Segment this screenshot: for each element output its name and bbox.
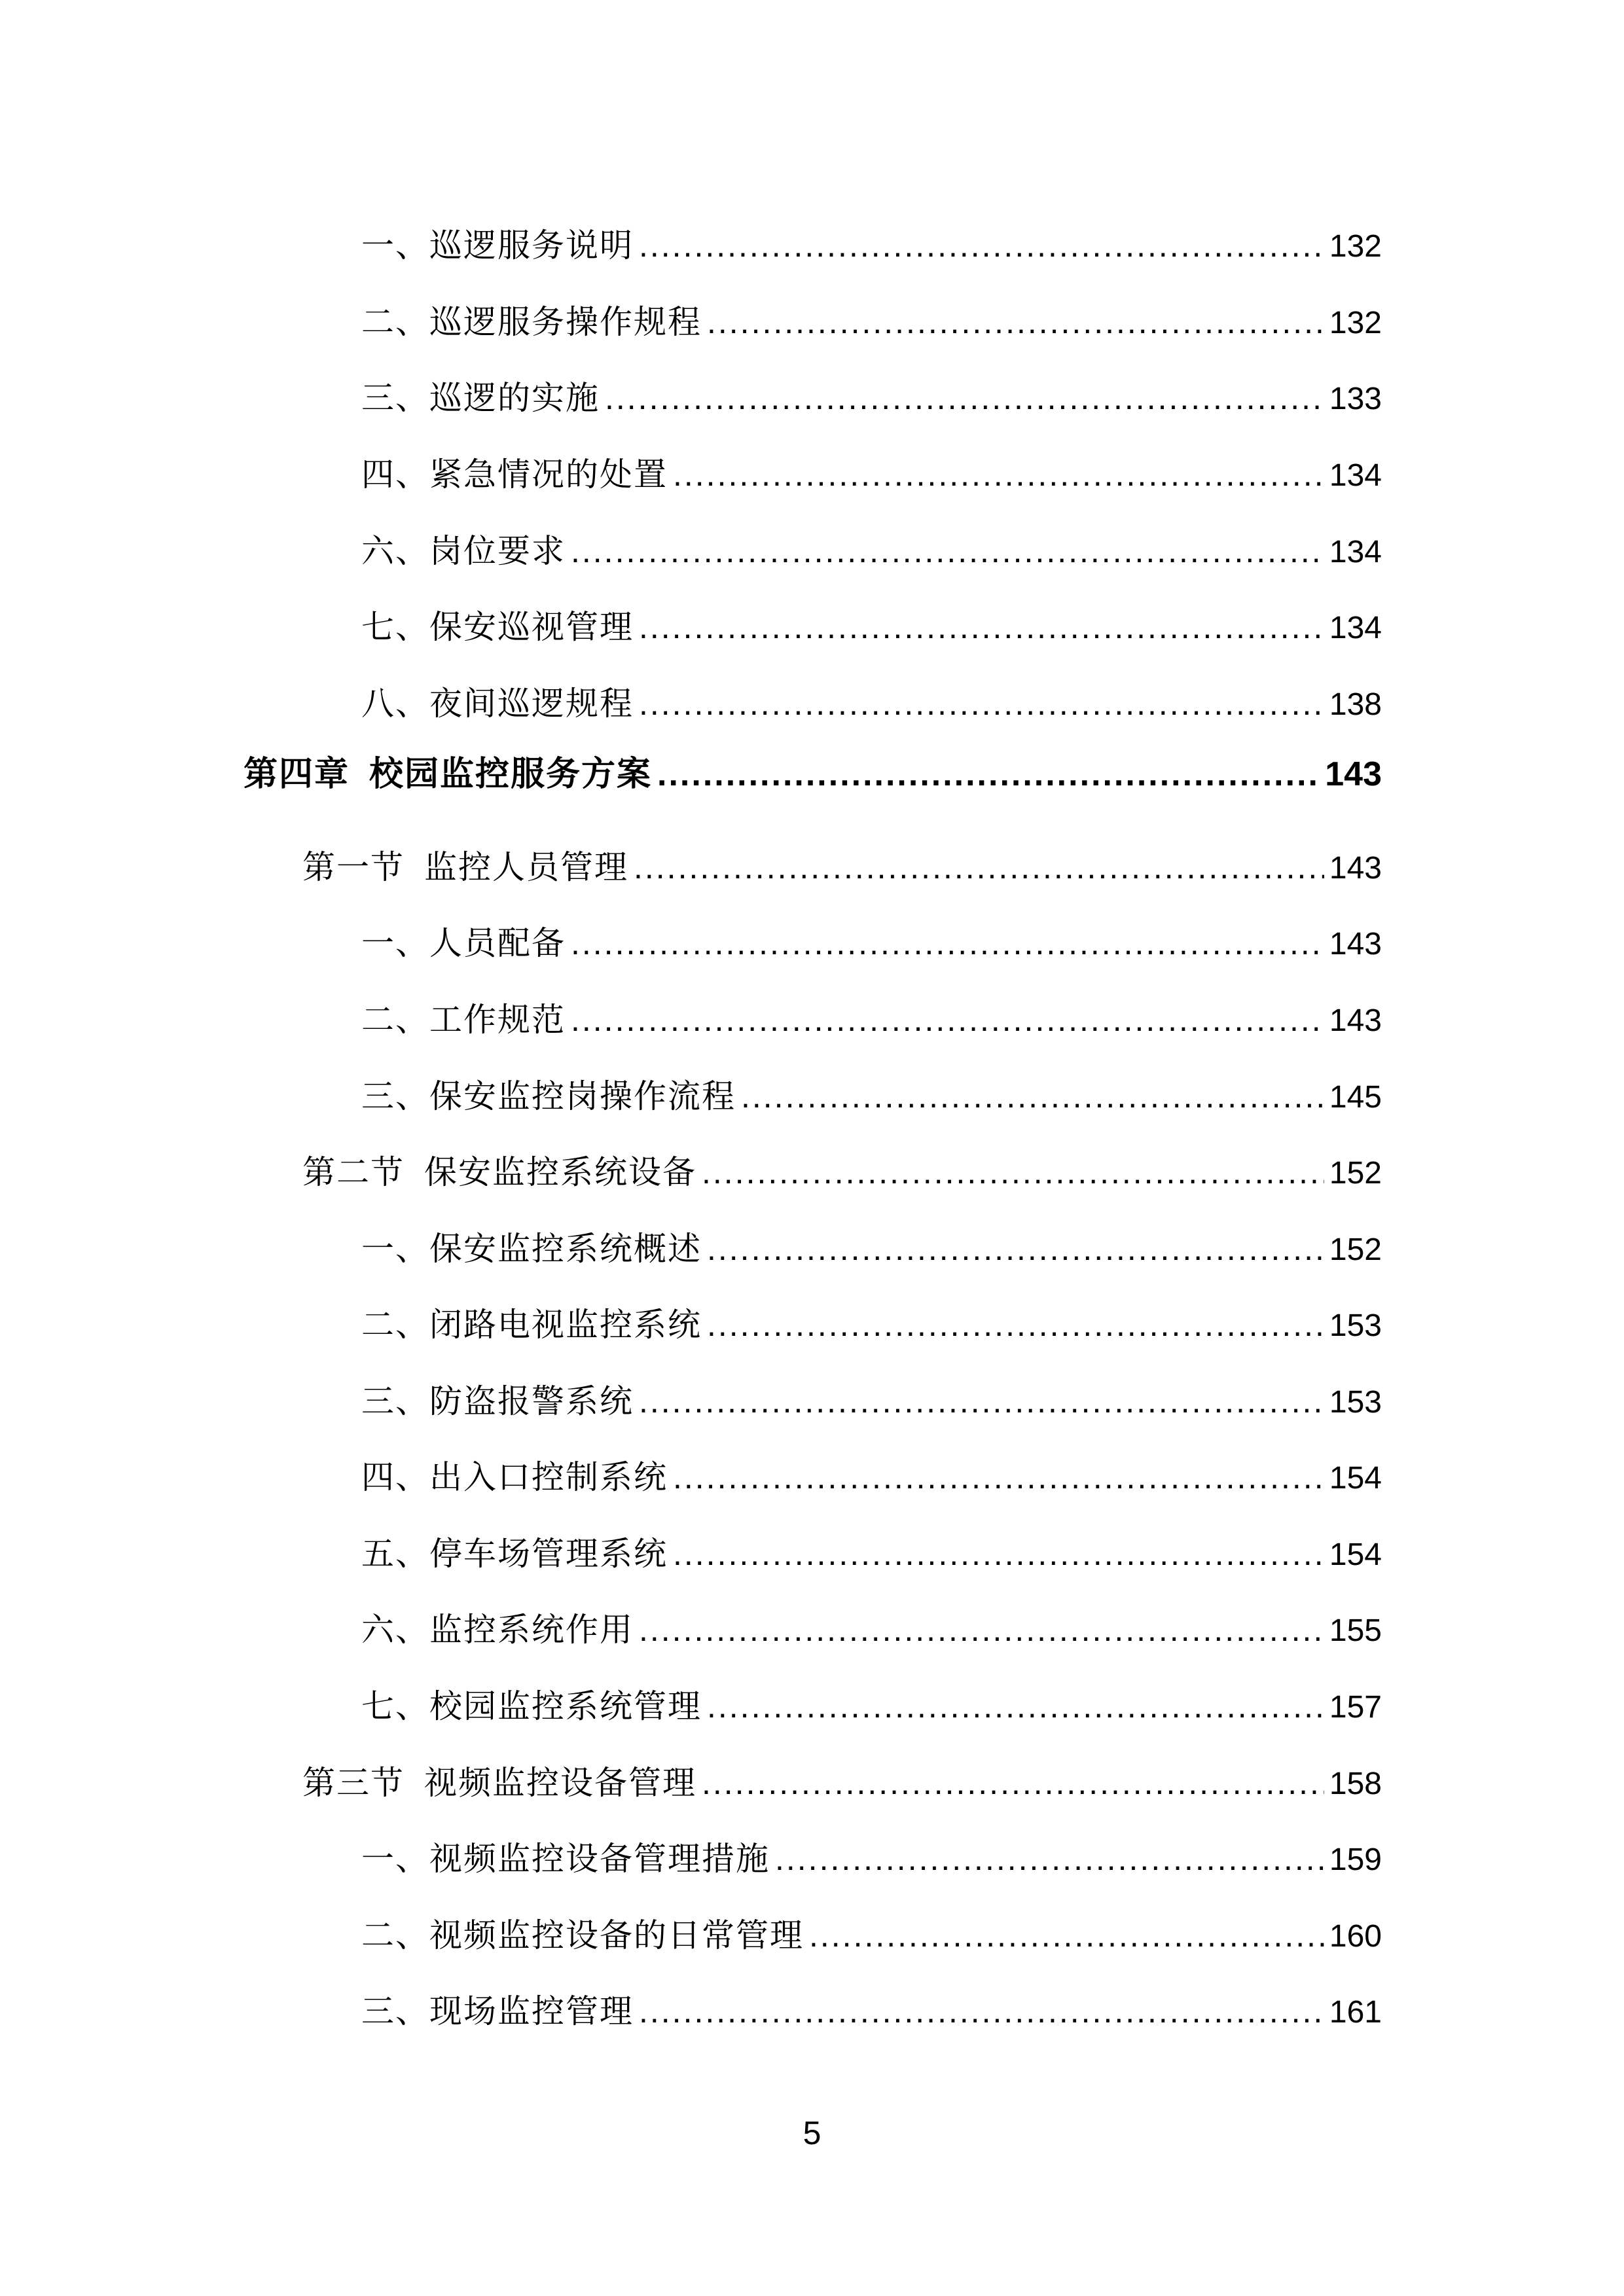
toc-leader	[605, 375, 1324, 421]
toc-entry-page: 143	[1325, 755, 1382, 793]
page-number: 5	[803, 2115, 821, 2151]
toc-entry-title: 一、保安监控系统概述	[361, 1230, 702, 1268]
toc-entry[interactable]	[361, 997, 1382, 1043]
toc-section-label: 第一节	[302, 848, 405, 886]
toc-entry-title: 三、保安监控岗操作流程	[361, 1077, 736, 1115]
toc-entry-page: 143	[1329, 1003, 1382, 1038]
toc-entry-page: 134	[1329, 458, 1382, 493]
toc-entry-page: 154	[1329, 1461, 1382, 1496]
toc-entry[interactable]	[361, 1912, 1382, 1958]
toc-entry-page: 133	[1329, 382, 1382, 416]
toc-chapter-subtitle: 校园监控服务方案	[369, 754, 653, 794]
toc-entry-page: 157	[1329, 1690, 1382, 1725]
toc-entry[interactable]	[361, 299, 1382, 345]
toc-leader	[702, 1149, 1324, 1195]
toc-entry-title: 四、出入口控制系统	[361, 1458, 668, 1496]
toc-leader	[639, 223, 1324, 268]
toc-entry-title: 三、现场监控管理	[361, 1992, 634, 2030]
toc-entry-title: 二、视频监控设备的日常管理	[361, 1916, 804, 1954]
toc-leader	[639, 681, 1324, 726]
toc-entry-page: 134	[1329, 535, 1382, 569]
toc-entry-page: 145	[1329, 1080, 1382, 1115]
toc-section-entry[interactable]	[302, 1149, 1382, 1195]
toc-entry-title: 八、夜间巡逻规程	[361, 685, 634, 723]
toc-leader	[571, 528, 1324, 574]
toc-entry[interactable]	[361, 452, 1382, 497]
toc-entry-title	[302, 1149, 696, 1195]
toc-entry-title: 一、人员配备	[361, 924, 566, 962]
toc-leader	[775, 1836, 1324, 1882]
toc-entry-title: 二、闭路电视监控系统	[361, 1306, 702, 1344]
toc-leader	[571, 997, 1324, 1043]
toc-entry-title: 五、停车场管理系统	[361, 1535, 668, 1573]
toc-leader	[639, 604, 1324, 650]
toc-entry[interactable]	[361, 1607, 1382, 1653]
toc-entry[interactable]	[361, 920, 1382, 966]
toc-entry-page: 132	[1329, 306, 1382, 340]
toc-leader	[639, 1988, 1324, 2034]
toc-entry[interactable]	[361, 1454, 1382, 1500]
toc-entry-title	[302, 1760, 696, 1806]
toc-entry[interactable]	[361, 1302, 1382, 1348]
toc-leader	[657, 751, 1320, 797]
toc-chapter-label: 第四章	[244, 754, 350, 794]
toc-leader	[634, 844, 1324, 890]
toc-entry-page: 153	[1329, 1385, 1382, 1420]
toc-entry-page: 134	[1329, 611, 1382, 645]
toc-leader	[639, 1607, 1324, 1653]
toc-section-label: 第三节	[302, 1764, 405, 1802]
toc-entry[interactable]	[361, 1988, 1382, 2034]
toc-entry-title: 二、巡逻服务操作规程	[361, 303, 702, 341]
toc-entry-title	[244, 751, 652, 797]
toc-entry-title: 一、巡逻服务说明	[361, 226, 634, 264]
toc-entry[interactable]	[361, 528, 1382, 574]
toc-entry-page: 160	[1329, 1919, 1382, 1954]
toc-entry-page: 152	[1329, 1232, 1382, 1267]
toc-entry-title: 七、保安巡视管理	[361, 608, 634, 646]
toc-leader	[809, 1912, 1324, 1958]
toc-leader	[707, 299, 1324, 345]
toc-entry-page: 158	[1329, 1767, 1382, 1801]
toc-entry[interactable]	[361, 1683, 1382, 1729]
toc-leader	[702, 1760, 1324, 1806]
toc-entry-page: 143	[1329, 851, 1382, 886]
toc-entry-title: 七、校园监控系统管理	[361, 1687, 702, 1725]
toc-section-subtitle: 视频监控设备管理	[424, 1764, 696, 1802]
toc-section-entry[interactable]	[302, 844, 1382, 890]
toc-entry[interactable]	[361, 375, 1382, 421]
toc-leader	[741, 1073, 1324, 1119]
toc-entry-title	[302, 844, 628, 890]
toc-leader	[673, 1454, 1324, 1500]
toc-entry[interactable]	[361, 223, 1382, 268]
toc-entry[interactable]	[361, 681, 1382, 726]
toc-section-subtitle: 保安监控系统设备	[424, 1153, 696, 1191]
toc-entry-title: 四、紧急情况的处置	[361, 456, 668, 493]
toc-entry-page: 143	[1329, 927, 1382, 961]
toc-leader	[707, 1226, 1324, 1272]
toc-entry-page: 152	[1329, 1156, 1382, 1191]
toc-leader	[639, 1378, 1324, 1424]
toc-entry-title: 三、防盗报警系统	[361, 1382, 634, 1420]
toc-entry[interactable]	[361, 1836, 1382, 1882]
toc-entry-page: 154	[1329, 1537, 1382, 1572]
toc-leader	[673, 1531, 1324, 1577]
toc-section-label: 第二节	[302, 1153, 405, 1191]
toc-section-entry[interactable]	[302, 1760, 1382, 1806]
toc-entry-title: 三、巡逻的实施	[361, 379, 600, 417]
toc-leader	[673, 452, 1324, 497]
toc-entry[interactable]	[361, 1226, 1382, 1272]
toc-entry-page: 155	[1329, 1613, 1382, 1648]
toc-entry-title: 二、工作规范	[361, 1001, 566, 1039]
toc-section-subtitle: 监控人员管理	[424, 848, 628, 886]
toc-entry-title: 六、监控系统作用	[361, 1611, 634, 1649]
toc-entry-page: 153	[1329, 1308, 1382, 1343]
toc-entry[interactable]	[361, 604, 1382, 650]
toc-entry[interactable]	[361, 1378, 1382, 1424]
toc-entry-title: 一、视频监控设备管理措施	[361, 1840, 770, 1878]
toc-chapter-entry[interactable]	[244, 751, 1382, 797]
toc-entry-page: 132	[1329, 229, 1382, 264]
toc-leader	[707, 1302, 1324, 1348]
toc-entry-page: 161	[1329, 1995, 1382, 2030]
toc-leader	[707, 1683, 1324, 1729]
toc-entry[interactable]	[361, 1531, 1382, 1577]
toc-entry-title: 六、岗位要求	[361, 532, 566, 570]
toc-entry-page: 138	[1329, 687, 1382, 722]
toc-entry-page: 159	[1329, 1842, 1382, 1877]
toc-leader	[571, 920, 1324, 966]
toc-entry[interactable]	[361, 1073, 1382, 1119]
